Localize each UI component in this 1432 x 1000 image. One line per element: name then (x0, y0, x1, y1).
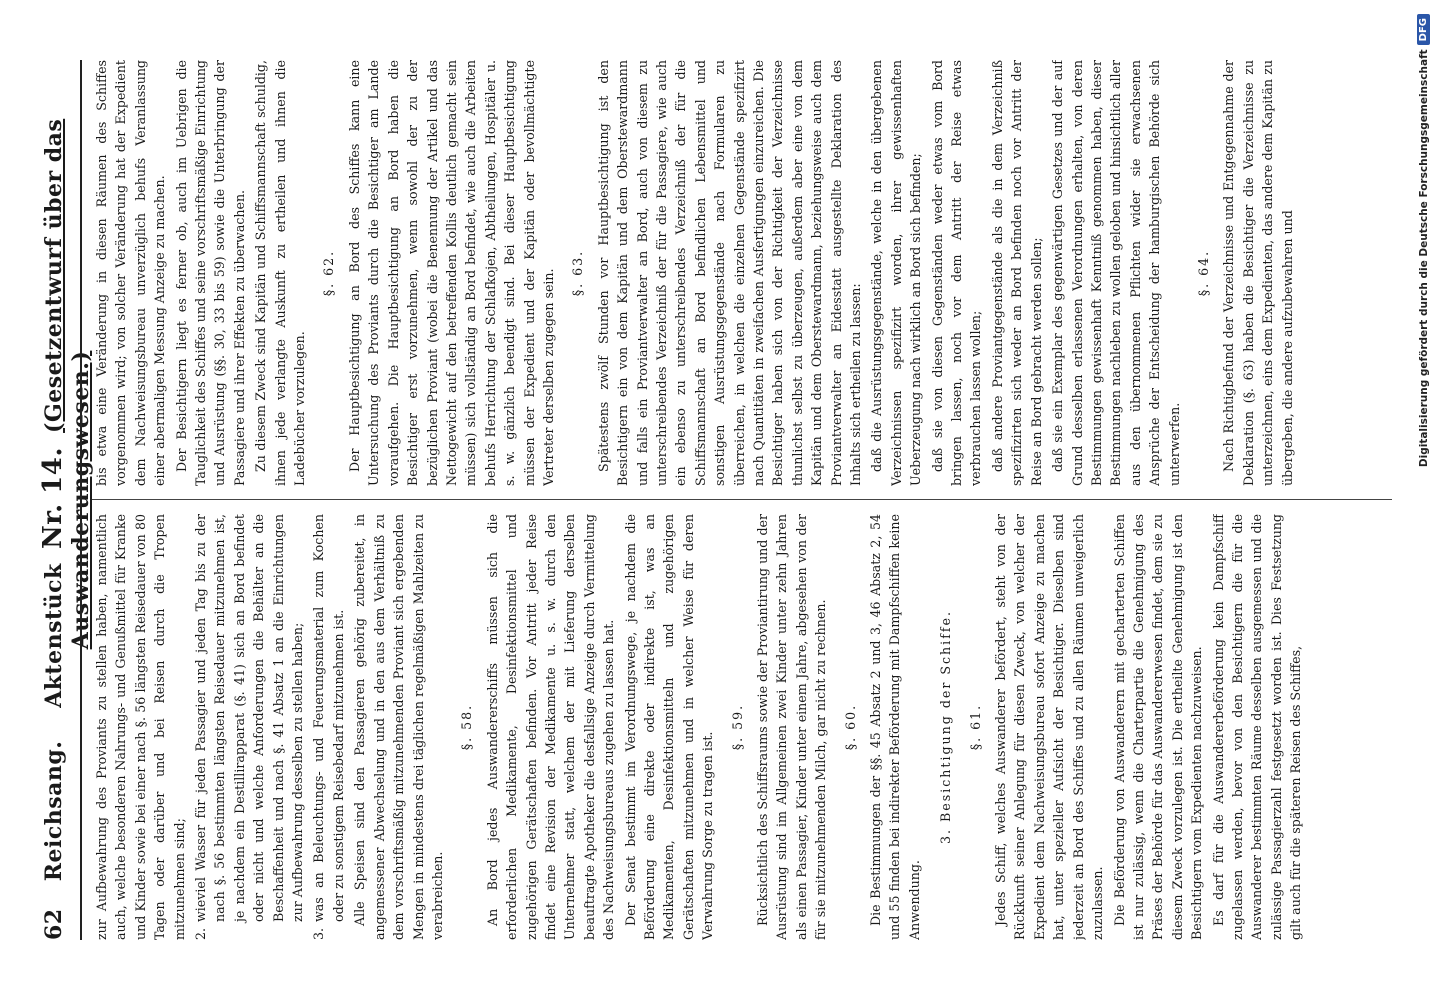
paragraph: An Bord jedes Auswandererschiffs müssen sich die erforderlichen Medikamente, Desinfektionsmittel und zugehörigen Gerätschaften befinden. Vor Antritt jeder Reise findet eine Revision der Medikamente u. s. w. durch den Unternehmer statt, welchem der mit Lieferung derselben beauftragte Apotheker die desfallsige Anzeige durch Vermittelung des Nachweisungsbureaus zugehen zu lassen hat. (484, 514, 617, 940)
list-item (191, 514, 307, 940)
section-heading: §. 62. (321, 249, 337, 297)
paragraph: Der Besichtigern liegt es ferner ob, auch im Uebrigen die Tauglichkeit des Schiffes und seine vorschriftsmäßige Einrichtung und Ausrüstung (§§. 30, 33 bis 59) sowie die Unterbringung der Passagiere und ihrer Effekten zu überwachen. (173, 60, 247, 486)
paragraph: daß andere Proviantgegenstände als die in dem Verzeichniß spezifizirten sich weder an Bord befinden noch vor Antritt der Reise an Bord gebracht werden sollen; (989, 60, 1044, 486)
digitization-credit (1417, 14, 1430, 467)
text-columns (92, 60, 1392, 940)
paragraph: bis etwa eine Veränderung in diesen Räumen des Schiffes vorgenommen wird; von solcher Veränderung hat der Expedient dem Nachweisungsbureau unverzüglich behufs Veranlassung einer abermaligen Messung Anzeige zu machen. (94, 60, 168, 486)
paragraph: zur Aufbewahrung des Proviants zu stellen haben, namentlich auch, welche besonderen Nahrungs- und Genußmittel für Kranke und Kinder sowie bei einer nach §. 56 längsten Reisedauer von 80 Tagen oder darüber und bei Reisen durch die Tropen mitzunehmen sind; (94, 514, 187, 940)
list-item-text: was an Beleuchtungs- und Feuerungsmaterial zum Kochen oder zu sonstigem Reisebedarf mitzunehmen ist. (311, 514, 346, 922)
header-rule (80, 60, 82, 940)
right-column (92, 60, 1392, 486)
paragraph: Der Hauptbesichtigung an Bord des Schiffes kann eine Untersuchung des Proviants durch die Besichtiger am Lande voraufgehen. Die Hauptbesichtigung an Bord haben die Besichtiger erst vorzunehmen, wenn sowohl der zu der bezüglichen Proviant (wobei die Benennung der Artikel und das Nettogewicht auf den betreffenden Kollis deutlich gemacht sein müssen) sich vollständig an Bord befindet, wie auch die Arbeiten behufs Herrichtung der Schlafkojen, Abtheilungen, Hospitäler u. s. w. gänzlich beendigt sind. Bei dieser Hauptbesichtigung müssen der Expedient und der Kapitän oder bevollmächtigte Vertreter derselben zugegen sein. (346, 60, 556, 486)
paragraph: Spätestens zwölf Stunden vor Hauptbesichtigung ist den Besichtigern ein von dem Kapitän und dem Oberstewardmann und falls ein Proviantverwalter an Bord, auch von diesem zu unterschreibendes Verzeichniß der für die Passagiere, wie auch ein ebenso zu unterschreibendes Verzeichniß der für die Schiffsmannschaft an Bord befindlichen Lebensmittel und sonstigen Ausrüstungsgegenstände nach Formularen zu überreichen, in welchen die einzelnen Gegenstände spezifizirt nach Quantitäten in zweifachen Ausfertigungen einzureichen. Die Besichtiger haben sich von der Richtigkeit der Verzeichnisse thunlichst selbst zu überzeugen, außerdem aber eine von dem Kapitän und dem Oberstewardmann, beziehungsweise auch dem Proviantverwalter an Eidesstatt ausgestellte Deklaration des Inhalts sich ertheilen zu lassen: (595, 60, 864, 486)
credit-text: Digitalisierung gefördert durch die Deutsche Forschungsgemeinschaft (1417, 49, 1430, 468)
section-heading: §. 58. (459, 703, 475, 751)
paragraph: Die Beförderung von Auswanderern mit gecharterten Schiffen ist nur zulässig, wenn die Charterpartie die Genehmigung des Präses der Behörde für das Auswandererwesen findet, dem sie zu diesem Zweck vorzulegen ist. Die ertheilte Genehmigung ist den Besichtigern vom Expedienten nachzuweisen. (1111, 514, 1205, 940)
section-heading: §. 61. (967, 703, 983, 751)
supplement-number: Nr. 14. (38, 447, 68, 550)
chapter-heading: 3. Besichtigung der Schiffe. (938, 610, 954, 844)
paragraph: Die Bestimmungen der §§. 45 Absatz 2 und 3, 46 Absatz 2, 54 und 55 finden bei indirekter Beförderung mit Dampfschiffen keine Anwendung. (868, 514, 922, 940)
left-column (92, 514, 1392, 940)
column-divider (92, 499, 1392, 500)
paragraph: daß die Ausrüstungsgegenstände, welche in den übergebenen Verzeichnissen spezifizirt worden, ihrer gewissenhaften Ueberzeugung nach wirklich an Bord sich befinden; (869, 60, 924, 486)
paragraph: Nach Richtigbefund der Verzeichnisse und Entgegennahme der Deklaration (§. 63) haben die Besichtiger die Verzeichnisse zu unterzeichnen, eins dem Expedienten, das andere dem Kapitän zu übergeben, die andere aufzubewahren und (1221, 60, 1295, 486)
page-subtitle: (Gesetzentwurf über das Auswanderungswesen.) (41, 118, 94, 650)
paragraph: Der Senat bestimmt im Verordnungswege, je nachdem die Beförderung eine direkte oder indirekte ist, was an Medikamenten, Desinfektionsmitteln und zugehörigen Gerätschaften mitzunehmen und in welcher Weise für deren Verwahrung Sorge zu tragen ist. (622, 514, 716, 940)
paragraph: daß sie ein Exemplar des gegenwärtigen Gesetzes und der auf Grund desselben erlassenen Verordnungen erhalten, von deren Bestimmungen gewissenhaft Kenntniß genommen haben, dieser Bestimmungen nachleben zu wollen geloben und hinsichtlich aller aus den übernommenen Pflichten wider sie erwachsenen Ansprüche der Entscheidung der hamburgischen Behörde sich unterwerfen. (1050, 60, 1182, 486)
page-number: 62 (41, 908, 67, 940)
page-title (38, 92, 94, 909)
section-heading: §. 63. (570, 249, 586, 297)
list-marker: 2. (193, 927, 209, 940)
section-heading: §. 64. (1195, 249, 1211, 297)
section-heading: §. 60. (842, 703, 858, 751)
list-item-text: wieviel Wasser für jeden Passagier und jeden Tag bis zu der nach §. 56 bestimmten längsten Reisedauer mitzunehmen ist, je nachdem ein Destillirapparat (§. 41) sich an Bord befindet oder nicht und welche Anforderungen die Behälter an die Beschaffenheit und nach §. 41 Absatz 1 an die Einrichtungen zur Aufbewahrung desselben zu stellen haben; (193, 514, 306, 922)
list-marker: 3. (311, 927, 327, 940)
page-header (38, 60, 94, 940)
paragraph: Zu diesem Zweck sind Kapitän und Schiffsmannschaft schuldig, ihnen jede verlangte Auskunft zu ertheilen und ihnen die Ladebücher vorzulegen. (253, 60, 308, 486)
supplement-prefix: Aktenstück (41, 563, 67, 708)
publication-name: Reichsang. (41, 740, 67, 882)
paragraph: daß sie von diesen Gegenständen weder etwas vom Bord bringen lassen, noch vor dem Antritt der Reise etwas verbrauchen lassen wollen; (929, 60, 984, 486)
dfg-logo: DFG (1417, 14, 1430, 45)
paragraph: Rücksichtlich des Schiffsraums sowie der Proviantirung und der Ausrüstung sind im Allgemeinen zwei Kinder unter zehn Jahren als einen Passagier, Kinder unter einem Jahre, abgesehen von der für sie mitzunehmenden Milch, gar nicht zu rechnen. (755, 514, 829, 940)
paragraph: Jedes Schiff, welches Auswanderer befördert, steht von der Rückkunft seiner Anlegung für diesen Zweck, von welcher der Expedient dem Nachweisungsbureau sofort Anzeige zu machen hat, unter spezieller Aufsicht der Besichtiger. Dieselben sind jederzeit an Bord des Schiffes und zu allen Räumen unweigerlich zuzulassen. (993, 514, 1106, 940)
paragraph: Es darf für die Auswandererbeförderung kein Dampfschiff zugelassen werden, bevor von den Besichtigern die für die Auswanderer bestimmten Räume desselben ausgemessen und die zulässige Passagierzahl festgesetzt worden ist. Dies Festsetzung gilt auch für die späteren Reisen des Schiffes, (1210, 514, 1304, 940)
section-heading: §. 59. (729, 703, 745, 751)
paragraph: Alle Speisen sind den Passagieren gehörig zubereitet, in angemessener Abwechselung und in den aus dem Verhältniß zu dem vorschriftsmäßig mitzunehmenden Proviant sich ergebenden Mengen in mindestens drei täglichen regelmäßigen Mahlzeiten zu verabreichen. (352, 514, 445, 940)
list-item (309, 514, 348, 940)
